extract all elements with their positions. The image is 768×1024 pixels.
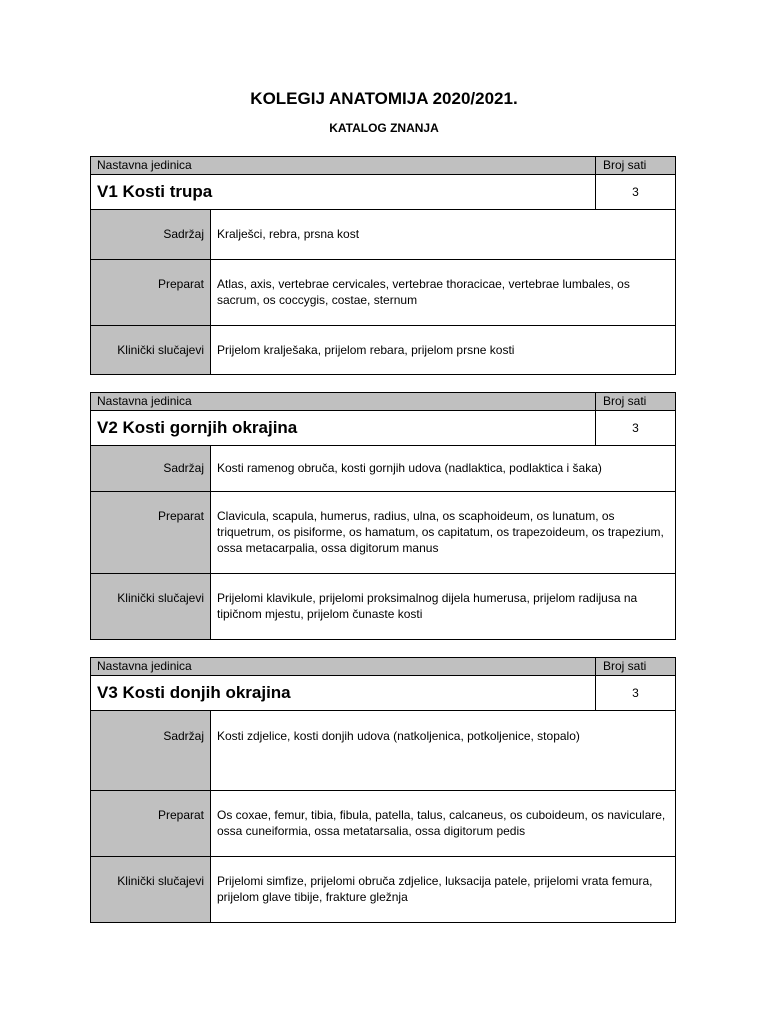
clinical-row [91,857,675,922]
clinical-label: Klinički slučajevi [91,574,211,639]
clinical-value: Prijelom kralješaka, prijelom rebara, prijelom prsne kosti [217,343,515,357]
specimen-label: Preparat [91,791,211,856]
unit-name: V1 Kosti trupa [91,175,596,209]
unit-title-row [91,676,675,711]
content-value: Kosti ramenog obruča, kosti gornjih udova (nadlaktica, podlaktica i šaka) [217,461,602,475]
content-value: Kralješci, rebra, prsna kost [217,227,360,241]
hours-column-header: Broj sati [603,158,647,172]
specimen-row [91,492,675,574]
clinical-value: Prijelomi simfize, prijelomi obruča zdjelice, luksacija patele, prijelomi vrata femura, prijelom glave tibije, frakture gležnja [217,874,653,904]
unit-table-v2 [90,392,676,640]
unit-name: V2 Kosti gornjih okrajina [91,411,596,445]
unit-header-row [91,658,675,676]
unit-hours: 3 [632,185,639,199]
specimen-label: Preparat [91,492,211,573]
unit-hours: 3 [632,421,639,435]
content-label: Sadržaj [91,446,211,491]
unit-hours: 3 [632,686,639,700]
unit-table-v1 [90,156,676,375]
unit-title-row [91,175,675,210]
content-row [91,210,675,260]
clinical-label: Klinički slučajevi [91,857,211,922]
unit-column-header: Nastavna jedinica [91,393,596,410]
document-title: KOLEGIJ ANATOMIJA 2020/2021. [250,89,518,108]
content-label: Sadržaj [91,711,211,790]
clinical-row [91,326,675,374]
specimen-value: Atlas, axis, vertebrae cervicales, vertebrae thoracicae, vertebrae lumbales, os sacrum, os coccygis, costae, sternum [217,277,630,307]
unit-header-row [91,393,675,411]
content-row [91,711,675,791]
content-value: Kosti zdjelice, kosti donjih udova (natkoljenica, potkoljenice, stopalo) [217,729,580,743]
hours-column-header: Broj sati [603,394,647,408]
unit-column-header: Nastavna jedinica [91,157,596,174]
clinical-label: Klinički slučajevi [91,326,211,374]
unit-title-row [91,411,675,446]
specimen-value: Os coxae, femur, tibia, fibula, patella, talus, calcaneus, os cuboideum, os naviculare, ossa cuneiformia, ossa metatarsalia, ossa digitorum pedis [217,808,666,838]
content-label: Sadržaj [91,210,211,259]
unit-header-row [91,157,675,175]
unit-table-v3 [90,657,676,923]
specimen-label: Preparat [91,260,211,325]
hours-column-header: Broj sati [603,659,647,673]
unit-name: V3 Kosti donjih okrajina [91,676,596,710]
specimen-value: Clavicula, scapula, humerus, radius, ulna, os scaphoideum, os lunatum, os triquetrum, os pisiforme, os hamatum, os capitatum, os trapezoideum, os trapezium, ossa metacarpalia, ossa digitorum manus [217,509,664,555]
clinical-row [91,574,675,639]
specimen-row [91,791,675,857]
content-row [91,446,675,492]
clinical-value: Prijelomi klavikule, prijelomi proksimalnog dijela humerusa, prijelom radijusa na tipičnom mjestu, prijelom čunaste kosti [217,591,638,621]
specimen-row [91,260,675,326]
unit-column-header: Nastavna jedinica [91,658,596,675]
document-subtitle: KATALOG ZNANJA [329,121,439,135]
